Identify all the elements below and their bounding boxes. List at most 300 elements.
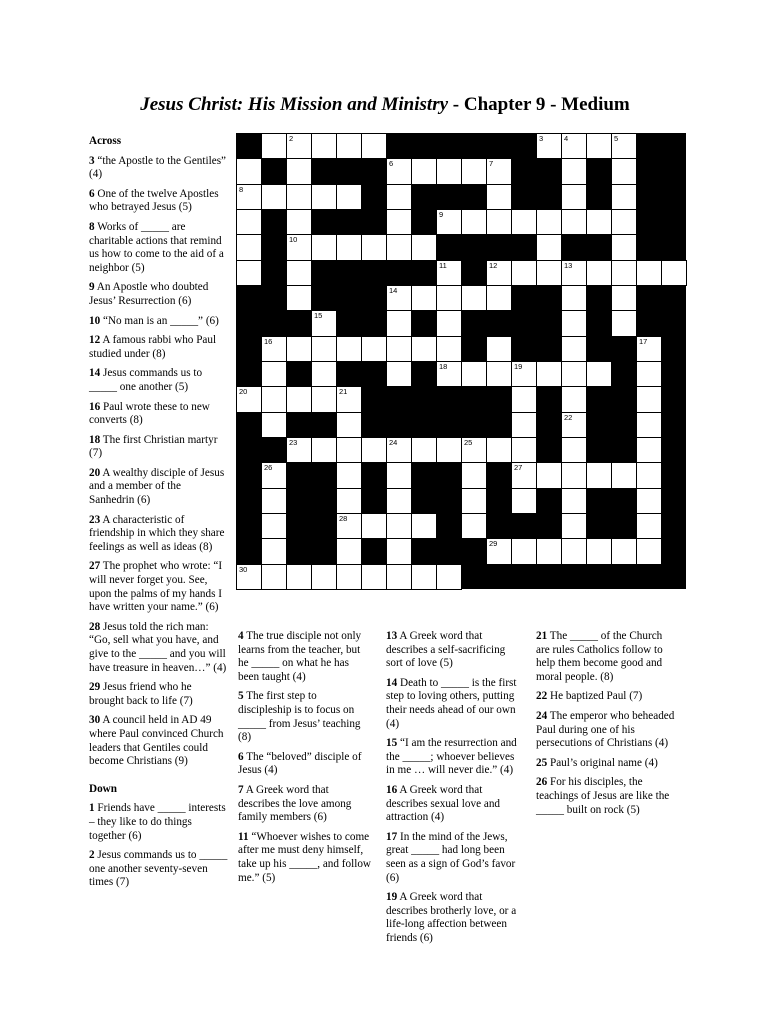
clues-column-4 [536, 630, 676, 823]
grid-cell[interactable] [561, 538, 587, 564]
grid-cell[interactable] [561, 462, 587, 488]
clue-text: A Greek word that describes sexual love and attraction (4) [386, 783, 501, 824]
clue-text: The _____ of the Church are rules Catholics follow to help them become good and moral people. (8) [536, 630, 663, 683]
cell-number: 24 [389, 438, 398, 447]
grid-cell[interactable] [386, 310, 412, 336]
clue-across-28 [89, 621, 229, 675]
clue-across-30 [89, 714, 229, 768]
clue-down-15 [386, 737, 522, 778]
clue-text: The first step to discipleship is to focus on _____ from Jesus’ teaching (8) [238, 690, 361, 744]
clue-text: In the mind of the Jews, great _____ had long been seen as a sign of God’s favor (6) [386, 830, 516, 884]
grid-cell[interactable] [311, 336, 337, 362]
grid-cell[interactable] [511, 462, 537, 488]
grid-cell[interactable] [611, 285, 637, 311]
grid-cell[interactable] [486, 361, 512, 387]
grid-cell[interactable] [386, 209, 412, 235]
grid-cell[interactable] [361, 564, 387, 590]
grid-cell[interactable] [286, 209, 312, 235]
grid-cell[interactable] [261, 133, 287, 159]
grid-cell[interactable] [636, 260, 662, 286]
clue-number: 11 [238, 830, 249, 843]
clue-text: A Greek word that describes a self-sacrificing sort of love (5) [386, 630, 506, 670]
grid-cell[interactable] [311, 361, 337, 387]
grid-cell[interactable] [336, 336, 362, 362]
grid-cell[interactable] [286, 184, 312, 210]
clue-number: 23 [89, 513, 101, 526]
clue-text: A wealthy disciple of Jesus and a member of the Sanhedrin (6) [89, 466, 225, 507]
clue-text: “No man is an _____” (6) [100, 314, 219, 327]
grid-cell[interactable] [311, 310, 337, 336]
grid-cell[interactable] [336, 513, 362, 539]
grid-cell[interactable] [336, 538, 362, 564]
clue-number: 22 [536, 690, 548, 703]
cell-number: 16 [264, 336, 273, 346]
grid-cell[interactable] [436, 564, 462, 590]
grid-cell[interactable] [336, 234, 362, 260]
cell-number: 21 [339, 387, 348, 397]
grid-cell[interactable] [511, 260, 537, 286]
clue-across-9 [89, 281, 229, 308]
grid-cell[interactable] [361, 336, 387, 362]
grid-cell[interactable] [236, 209, 262, 235]
grid-cell[interactable] [611, 133, 637, 159]
grid-cell[interactable] [636, 488, 662, 514]
grid-cell[interactable] [511, 488, 537, 514]
grid-cell[interactable] [461, 462, 487, 488]
grid-cell[interactable] [636, 462, 662, 488]
clue-down-19 [386, 891, 522, 945]
clue-across-14 [89, 367, 229, 394]
grid-cell[interactable] [561, 310, 587, 336]
grid-cell[interactable] [636, 412, 662, 438]
page-title [0, 94, 770, 116]
grid-cell[interactable] [486, 285, 512, 311]
clue-across-12 [89, 334, 229, 361]
cell-number: 10 [289, 235, 298, 245]
grid-cell[interactable] [436, 158, 462, 184]
grid-cell[interactable] [261, 564, 287, 590]
clue-across-18 [89, 434, 229, 461]
grid-cell[interactable] [386, 538, 412, 564]
grid-cell[interactable] [236, 158, 262, 184]
grid-cell[interactable] [336, 412, 362, 438]
clue-across-20 [89, 467, 229, 508]
grid-cell[interactable] [486, 209, 512, 235]
grid-cell[interactable] [486, 260, 512, 286]
clue-number: 12 [89, 334, 101, 347]
clue-text: A council held in AD 49 where Paul convinced Church leaders that Gentiles could become Christians (9) [89, 714, 224, 768]
grid-cell[interactable] [386, 285, 412, 311]
clue-text: Jesus commands us to _____ one another seventy-seven times (7) [89, 849, 228, 889]
grid-cell[interactable] [261, 513, 287, 539]
grid-cell[interactable] [386, 462, 412, 488]
grid-cell[interactable] [611, 462, 637, 488]
grid-cell[interactable] [311, 386, 337, 412]
grid-cell[interactable] [261, 361, 287, 387]
clue-number: 10 [89, 314, 101, 327]
clue-number: 13 [386, 630, 398, 642]
grid-cell[interactable] [511, 437, 537, 463]
grid-cell[interactable] [611, 209, 637, 235]
grid-cell[interactable] [386, 336, 412, 362]
grid-cell[interactable] [336, 386, 362, 412]
cell-number: 14 [389, 286, 398, 295]
grid-cell[interactable] [561, 285, 587, 311]
grid-cell[interactable] [561, 412, 587, 438]
clue-text: One of the twelve Apostles who betrayed Jesus (5) [89, 187, 219, 214]
grid-cell[interactable] [336, 133, 362, 159]
grid-cell[interactable] [611, 184, 637, 210]
grid-cell[interactable] [561, 209, 587, 235]
grid-cell[interactable] [286, 285, 312, 311]
grid-cell[interactable] [411, 158, 437, 184]
grid-cell[interactable] [436, 437, 462, 463]
clue-text: “Whoever wishes to come after me must deny himself, take up his _____, and follow me.” (5) [238, 830, 371, 884]
clue-across-27 [89, 560, 229, 614]
grid-cell[interactable] [461, 361, 487, 387]
grid-cell[interactable] [486, 184, 512, 210]
cell-number: 11 [439, 260, 447, 270]
clue-text: A Greek word that describes the love among family members (6) [238, 783, 352, 824]
cell-number: 3 [539, 134, 544, 143]
grid-cell[interactable] [386, 488, 412, 514]
grid-cell[interactable] [361, 133, 387, 159]
grid-cell[interactable] [411, 336, 437, 362]
crossword-grid [236, 133, 686, 589]
grid-cell[interactable] [386, 564, 412, 590]
grid-cell[interactable] [311, 437, 337, 463]
clue-number: 8 [89, 220, 95, 233]
grid-cell[interactable] [261, 336, 287, 362]
grid-cell[interactable] [261, 538, 287, 564]
cell-number: 4 [564, 134, 569, 143]
clue-down-22 [536, 690, 676, 704]
grid-cell[interactable] [461, 209, 487, 235]
grid-cell[interactable] [236, 386, 262, 412]
grid-cell[interactable] [511, 361, 537, 387]
clue-number: 14 [89, 367, 101, 380]
grid-cell[interactable] [461, 158, 487, 184]
grid-cell[interactable] [436, 336, 462, 362]
grid-cell[interactable] [536, 462, 562, 488]
grid-cell[interactable] [636, 437, 662, 463]
grid-cell[interactable] [311, 184, 337, 210]
grid-cell[interactable] [486, 437, 512, 463]
clues-column-3 [386, 630, 522, 951]
grid-cell[interactable] [561, 513, 587, 539]
grid-cell[interactable] [461, 285, 487, 311]
grid-cell[interactable] [261, 386, 287, 412]
grid-cell[interactable] [586, 462, 612, 488]
grid-cell[interactable] [436, 285, 462, 311]
grid-cell[interactable] [336, 488, 362, 514]
clue-text: The true disciple not only learns from the teacher, but he _____ on what he has been taught (4) [238, 630, 362, 683]
grid-cell[interactable] [261, 462, 287, 488]
grid-cell[interactable] [511, 538, 537, 564]
clue-text: The emperor who beheaded Paul during one of his persecutions of Christians (4) [536, 709, 675, 750]
clue-across-16 [89, 401, 229, 428]
clue-down-5 [238, 690, 372, 744]
cell-number: 7 [489, 159, 494, 169]
clue-number: 16 [386, 783, 398, 796]
clue-number: 20 [89, 466, 101, 479]
grid-cell[interactable] [236, 564, 262, 590]
clue-down-1 [89, 802, 229, 843]
grid-cell[interactable] [536, 234, 562, 260]
grid-cell[interactable] [611, 260, 637, 286]
clue-text: The prophet who wrote: “I will never forget you. See, upon the palms of my hands I have written your name.” (6) [89, 560, 223, 614]
grid-cell[interactable] [411, 285, 437, 311]
grid-cell[interactable] [536, 209, 562, 235]
clue-number: 30 [89, 714, 101, 727]
grid-cell[interactable] [636, 386, 662, 412]
cell-number: 28 [339, 514, 348, 523]
clue-text: “I am the resurrection and the _____; whoever believes in me … will never die.” (4) [386, 737, 517, 777]
clue-across-29 [89, 681, 229, 708]
clue-number: 19 [386, 891, 398, 904]
clue-text: A famous rabbi who Paul studied under (8) [89, 334, 217, 360]
grid-cell[interactable] [361, 234, 387, 260]
clue-down-2 [89, 849, 229, 890]
grid-cell[interactable] [336, 564, 362, 590]
grid-cell[interactable] [611, 538, 637, 564]
grid-cell[interactable] [636, 361, 662, 387]
clue-number: 1 [89, 802, 95, 815]
grid-cell[interactable] [436, 260, 462, 286]
grid-cell[interactable] [236, 184, 262, 210]
clue-number: 27 [89, 560, 101, 573]
grid-cell[interactable] [611, 158, 637, 184]
clues-column-2 [238, 630, 372, 891]
clue-text: A characteristic of friendship in which they share feelings as well as ideas (8) [89, 513, 225, 553]
clue-number: 4 [238, 630, 244, 642]
grid-cell[interactable] [511, 386, 537, 412]
grid-cell[interactable] [386, 184, 412, 210]
cell-number: 8 [239, 184, 244, 194]
clue-text: The first Christian martyr (7) [89, 433, 218, 460]
grid-cell[interactable] [586, 361, 612, 387]
clue-number: 28 [89, 620, 101, 633]
clue-across-6 [89, 188, 229, 215]
clue-across-3 [89, 155, 229, 182]
grid-cell[interactable] [261, 412, 287, 438]
grid-cell[interactable] [636, 336, 662, 362]
grid-cell[interactable] [286, 234, 312, 260]
grid-cell[interactable] [611, 234, 637, 260]
clue-across-10 [89, 315, 229, 329]
grid-cell[interactable] [411, 437, 437, 463]
clue-text: An Apostle who doubted Jesus’ Resurrection (6) [89, 281, 209, 307]
grid-cell[interactable] [511, 209, 537, 235]
grid-cell[interactable] [411, 234, 437, 260]
grid-cell[interactable] [561, 437, 587, 463]
grid-cell[interactable] [561, 386, 587, 412]
grid-cell[interactable] [486, 538, 512, 564]
cell-number: 30 [239, 564, 248, 574]
grid-cell[interactable] [561, 133, 587, 159]
clue-across-8 [89, 221, 229, 275]
grid-cell[interactable] [586, 209, 612, 235]
grid-cell[interactable] [311, 234, 337, 260]
grid-cell[interactable] [536, 133, 562, 159]
cell-number: 27 [514, 463, 523, 473]
grid-cell[interactable] [361, 437, 387, 463]
title-main: Jesus Christ: His Mission and Ministry [140, 94, 449, 115]
clue-text: Death to _____ is the first step to loving others, putting their needs ahead of our own (4) [386, 676, 517, 730]
clues-column-1 [89, 135, 229, 896]
grid-cell[interactable] [636, 538, 662, 564]
clue-number: 21 [536, 630, 548, 642]
clue-number: 6 [89, 187, 95, 200]
clue-down-6 [238, 751, 372, 778]
clue-text: Jesus told the rich man: “Go, sell what you have, and give to the _____ and you will have treasure in heaven…” (4) [89, 620, 227, 674]
cell-number: 19 [514, 362, 523, 371]
clue-number: 2 [89, 849, 95, 862]
cell-number: 9 [439, 210, 444, 219]
grid-cell[interactable] [586, 260, 612, 286]
clue-text: A Greek word that describes brotherly love, or a life-long affection between friends (6) [386, 891, 517, 944]
cell-number: 12 [489, 260, 498, 270]
grid-cell[interactable] [536, 538, 562, 564]
clue-down-25 [536, 757, 676, 771]
grid-cell[interactable] [536, 260, 562, 286]
cell-number: 26 [264, 463, 273, 473]
clue-number: 15 [386, 737, 398, 750]
grid-cell[interactable] [286, 564, 312, 590]
clue-number: 24 [536, 709, 548, 722]
grid-cell[interactable] [286, 133, 312, 159]
cell-number: 23 [289, 438, 298, 447]
clue-number: 17 [386, 830, 398, 843]
grid-cell[interactable] [511, 412, 537, 438]
grid-cell[interactable] [461, 513, 487, 539]
grid-cell[interactable] [336, 437, 362, 463]
grid-cell[interactable] [561, 158, 587, 184]
grid-cell[interactable] [536, 361, 562, 387]
grid-cell[interactable] [386, 158, 412, 184]
clue-down-13 [386, 630, 522, 671]
cell-number: 17 [639, 336, 648, 346]
grid-cell[interactable] [461, 488, 487, 514]
clue-down-7 [238, 784, 372, 825]
clue-across-23 [89, 514, 229, 555]
clue-number: 14 [386, 676, 398, 689]
clue-down-21 [536, 630, 676, 684]
cell-number: 29 [489, 539, 498, 549]
grid-cell[interactable] [561, 336, 587, 362]
grid-cell[interactable] [386, 437, 412, 463]
clue-text: Friends have _____ interests – they like to do things together (6) [89, 802, 226, 842]
grid-cell[interactable] [486, 158, 512, 184]
grid-cell[interactable] [661, 260, 687, 286]
cell-number: 18 [439, 362, 448, 371]
grid-cell[interactable] [411, 564, 437, 590]
clue-down-24 [536, 710, 676, 751]
clue-number: 29 [89, 681, 101, 694]
clue-down-4 [238, 630, 372, 684]
grid-cell[interactable] [336, 184, 362, 210]
grid-cell[interactable] [561, 488, 587, 514]
cell-number: 6 [389, 159, 394, 169]
clue-number: 16 [89, 400, 101, 413]
grid-cell[interactable] [486, 336, 512, 362]
grid-cell[interactable] [411, 513, 437, 539]
grid-cell[interactable] [261, 184, 287, 210]
grid-cell[interactable] [236, 260, 262, 286]
clue-text: Works of _____ are charitable actions that remind us how to come to the aid of a neighbor (5) [89, 220, 224, 274]
clue-text: The “beloved” disciple of Jesus (4) [238, 750, 362, 777]
grid-cell[interactable] [436, 209, 462, 235]
cell-number: 5 [614, 134, 619, 143]
clue-number: 26 [536, 776, 548, 789]
clue-text: “the Apostle to the Gentiles” (4) [89, 154, 227, 181]
grid-cell[interactable] [311, 133, 337, 159]
grid-cell[interactable] [436, 361, 462, 387]
cell-number: 20 [239, 387, 248, 397]
grid-cell[interactable] [386, 513, 412, 539]
clue-text: Jesus commands us to _____ one another (5) [89, 367, 203, 393]
grid-cell[interactable] [611, 310, 637, 336]
grid-cell[interactable] [361, 513, 387, 539]
grid-cell[interactable] [586, 538, 612, 564]
grid-cell[interactable] [461, 437, 487, 463]
clue-number: 6 [238, 750, 244, 763]
clue-number: 3 [89, 154, 95, 167]
clue-number: 25 [536, 756, 548, 769]
clue-text: Jesus friend who he brought back to life (7) [89, 681, 193, 707]
clue-number: 5 [238, 690, 244, 703]
grid-cell[interactable] [386, 361, 412, 387]
grid-cell[interactable] [586, 133, 612, 159]
down-header: Down [89, 782, 117, 795]
cell-number: 15 [314, 311, 323, 321]
cell-number: 22 [564, 412, 573, 422]
grid-cell[interactable] [336, 462, 362, 488]
clue-down-16 [386, 784, 522, 825]
cell-number: 13 [564, 260, 573, 270]
grid-cell[interactable] [436, 310, 462, 336]
clue-down-11 [238, 831, 372, 885]
grid-cell[interactable] [286, 336, 312, 362]
cell-number: 25 [464, 438, 473, 447]
clue-text: For his disciples, the teachings of Jesus are like the _____ built on rock (5) [536, 776, 670, 816]
grid-cell[interactable] [236, 234, 262, 260]
grid-cell[interactable] [286, 260, 312, 286]
grid-cell[interactable] [561, 260, 587, 286]
grid-cell[interactable] [286, 386, 312, 412]
grid-cell[interactable] [261, 488, 287, 514]
clue-text: Paul wrote these to new converts (8) [89, 400, 210, 427]
clue-text: He baptized Paul (7) [547, 690, 643, 703]
clue-text: Paul’s original name (4) [547, 756, 658, 769]
grid-cell[interactable] [636, 513, 662, 539]
grid-cell[interactable] [561, 361, 587, 387]
clue-down-17 [386, 831, 522, 885]
grid-cell[interactable] [286, 437, 312, 463]
clue-down-26 [536, 776, 676, 817]
cell-number: 2 [289, 134, 294, 143]
title-sub: - Chapter 9 - Medium [448, 94, 630, 115]
grid-cell[interactable] [386, 234, 412, 260]
across-header: Across [89, 135, 122, 147]
clue-number: 9 [89, 281, 95, 294]
grid-cell[interactable] [561, 184, 587, 210]
grid-cell[interactable] [286, 158, 312, 184]
clue-down-14 [386, 677, 522, 731]
clue-number: 7 [238, 783, 244, 796]
clue-number: 18 [89, 433, 101, 446]
grid-cell[interactable] [311, 564, 337, 590]
